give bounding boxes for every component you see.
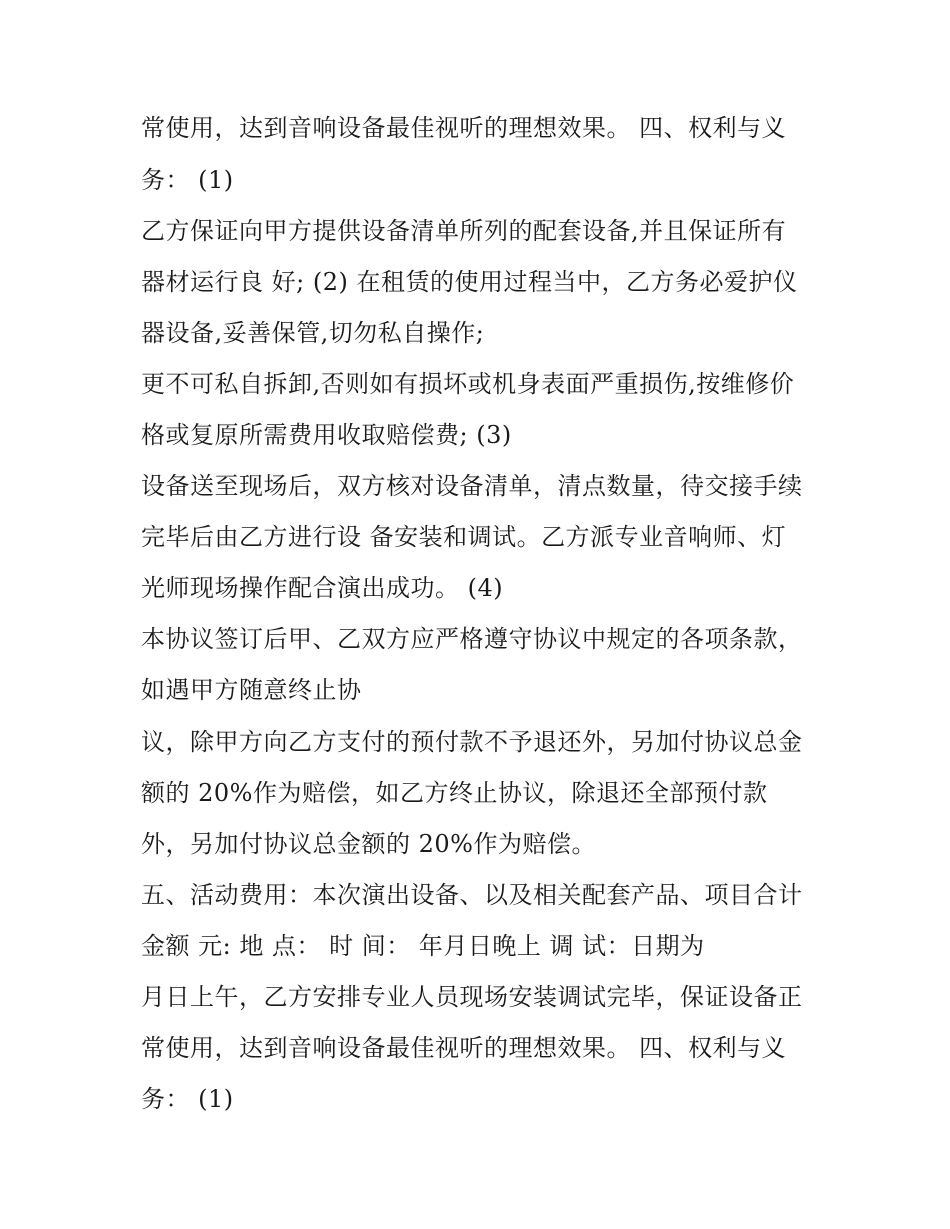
paragraph-line: 金额 元: 地 点： 时 间： 年月日晚上 调 试：日期为 <box>141 932 705 960</box>
paragraph-line: 乙方保证向甲方提供设备清单所列的配套设备,并且保证所有 <box>141 217 787 245</box>
paragraph-line: 如遇甲方随意终止协 <box>141 676 362 704</box>
paragraph-line: 光师现场操作配合演出成功。 (4) <box>141 574 504 602</box>
paragraph-line: 议，除甲方向乙方支付的预付款不予退还外，另加付协议总金 <box>141 728 803 756</box>
paragraph-line: 器设备,妥善保管,切勿私自操作; <box>141 319 485 347</box>
paragraph-line: 设备送至现场后，双方核对设备清单，清点数量，待交接手续 <box>141 472 803 500</box>
paragraph-line: 额的 20%作为赔偿，如乙方终止协议，除退还全部预付款 <box>141 779 768 807</box>
paragraph-line: 常使用，达到音响设备最佳视听的理想效果。 四、权利与义 <box>141 114 787 142</box>
paragraph-line: 务： (1) <box>141 1085 234 1113</box>
paragraph-line: 格或复原所需费用收取赔偿费; (3) <box>141 421 512 449</box>
paragraph-line: 外，另加付协议总金额的 20%作为赔偿。 <box>141 830 596 858</box>
paragraph-line: 器材运行良 好; (2) 在租赁的使用过程当中，乙方务必爱护仪 <box>141 268 798 296</box>
paragraph-line: 更不可私自拆卸,否则如有损坏或机身表面严重损伤,按维修价 <box>141 370 795 398</box>
paragraph-line: 务： (1) <box>141 166 234 194</box>
paragraph-line: 本协议签订后甲、乙双方应严格遵守协议中规定的各项条款， <box>141 625 803 653</box>
paragraph-line: 常使用，达到音响设备最佳视听的理想效果。 四、权利与义 <box>141 1034 787 1062</box>
paragraph-line: 五、活动费用：本次演出设备、以及相关配套产品、项目合计 <box>141 881 803 909</box>
paragraph-line: 月日上午，乙方安排专业人员现场安装调试完毕，保证设备正 <box>141 983 803 1011</box>
paragraph-line: 完毕后由乙方进行设 备安装和调试。乙方派专业音响师、灯 <box>141 523 787 551</box>
